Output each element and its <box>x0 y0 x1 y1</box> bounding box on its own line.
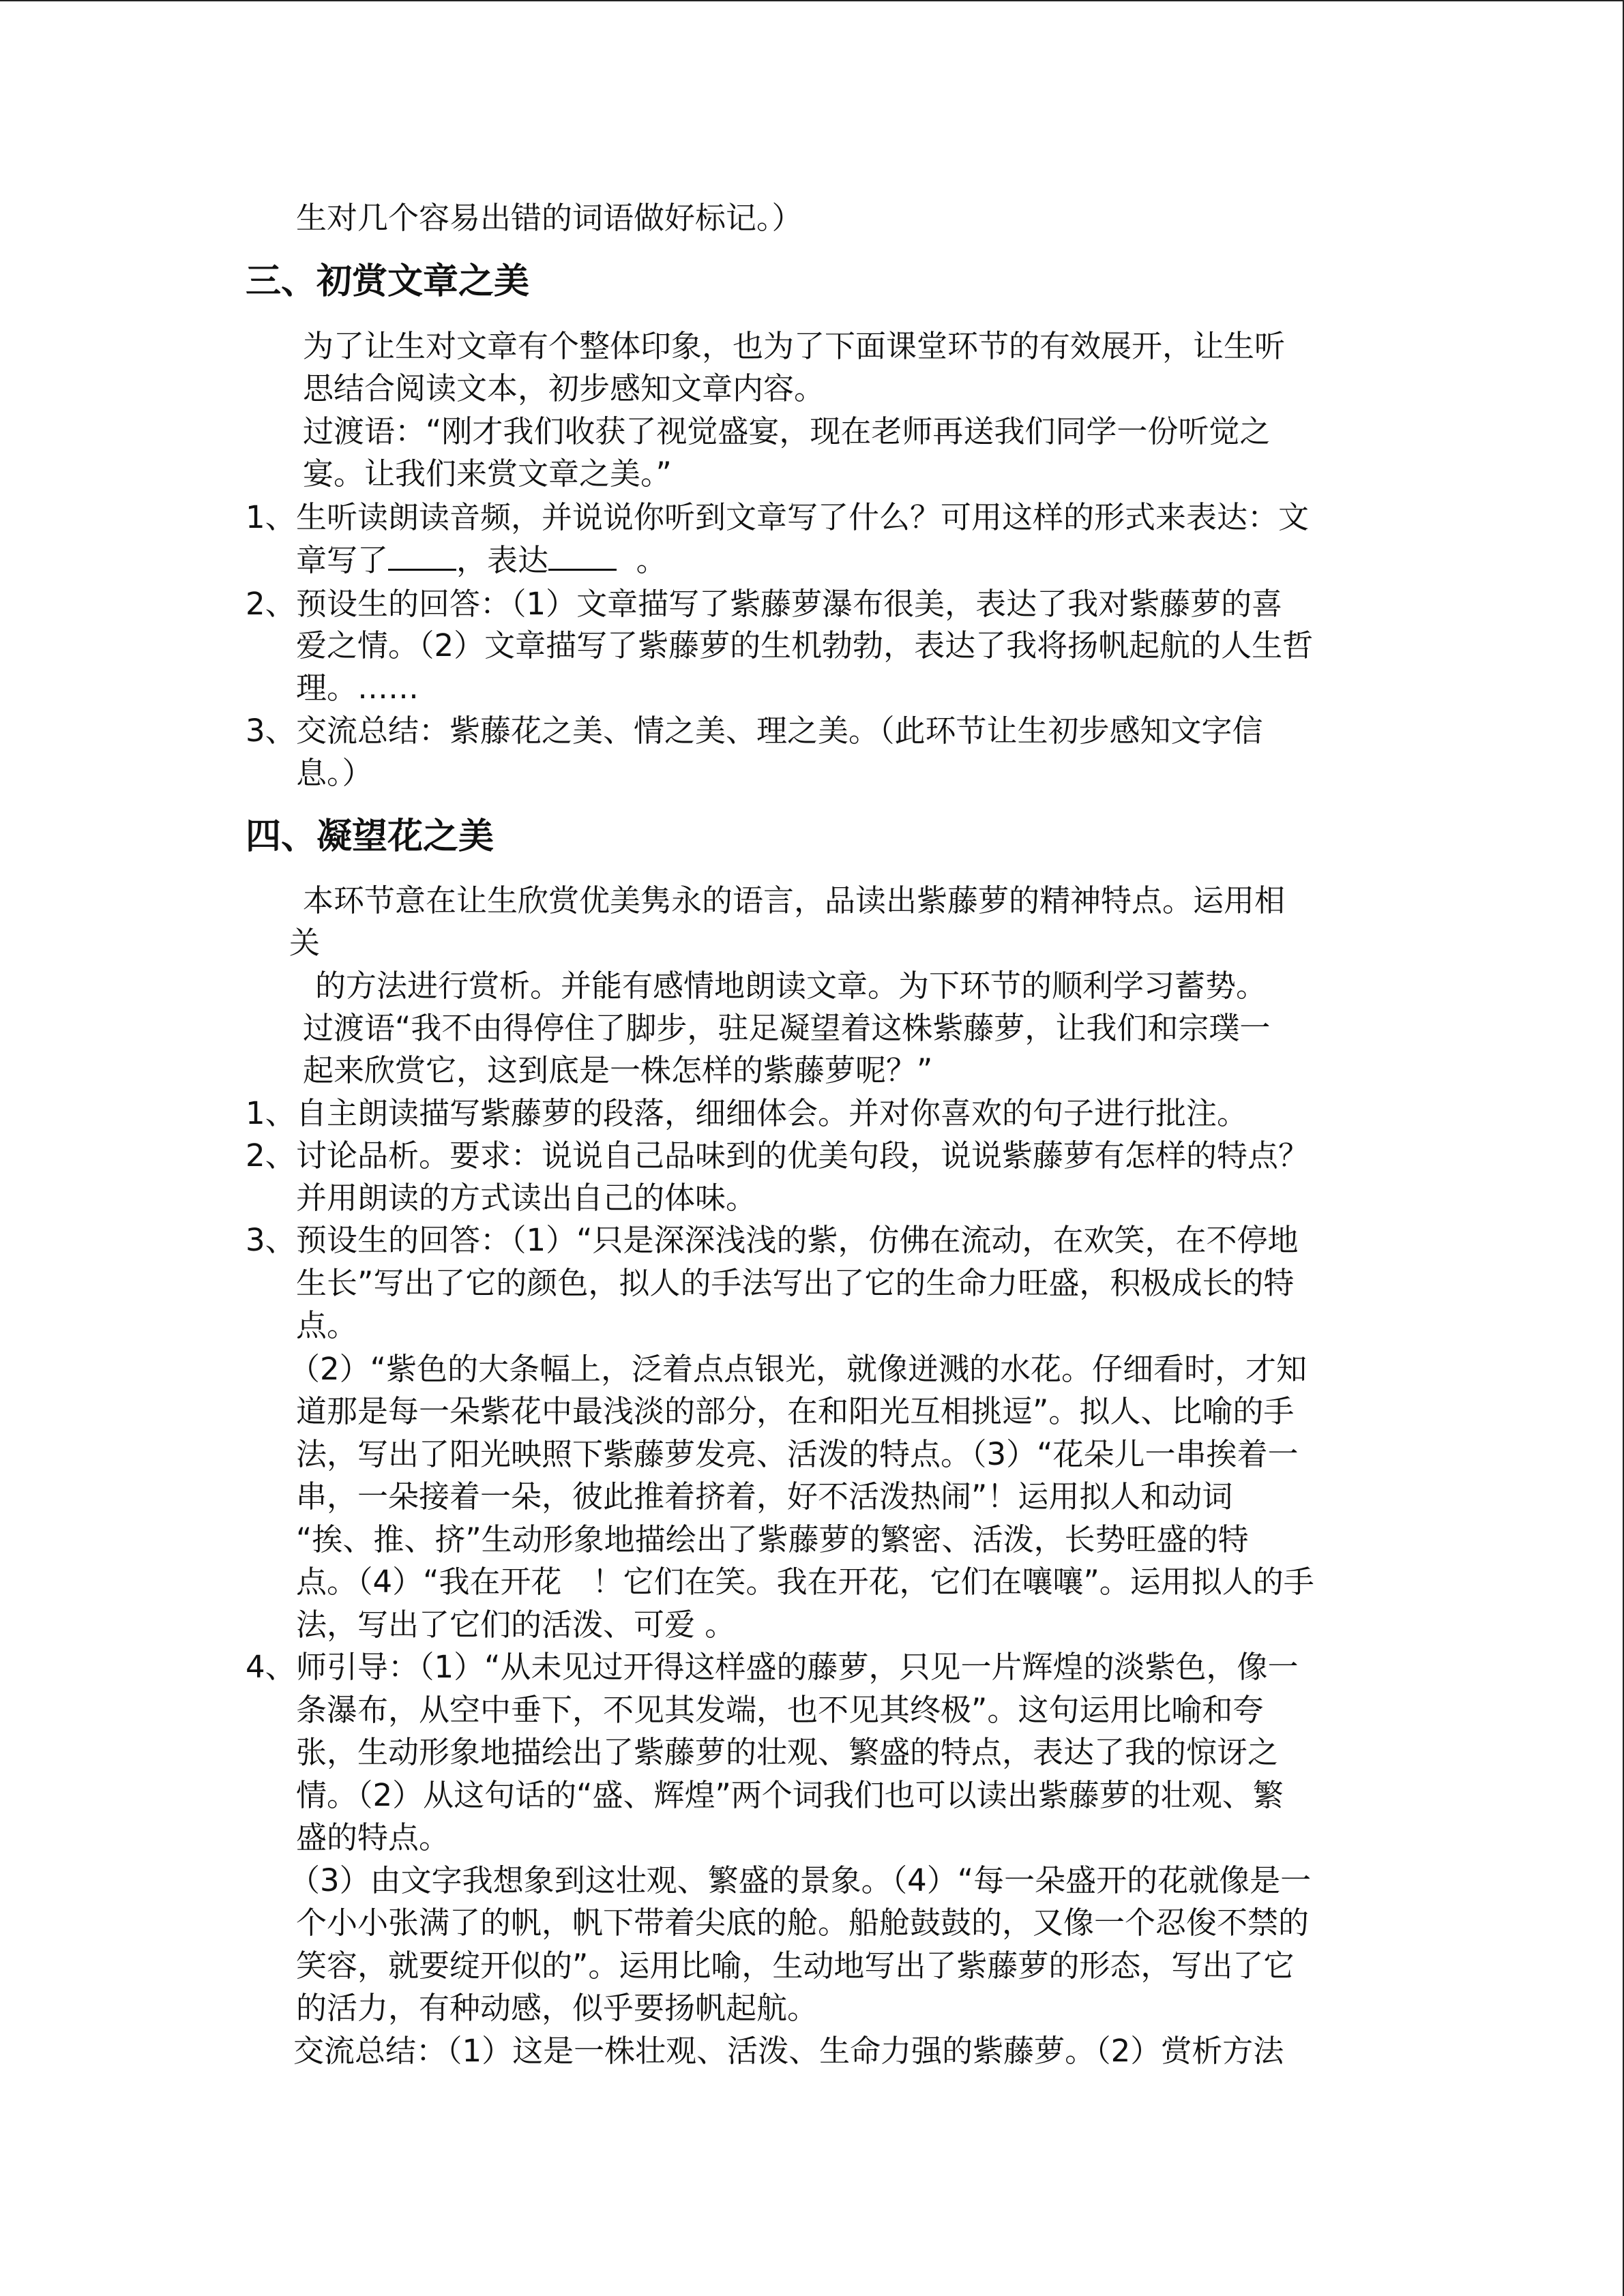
text-line: 起来欣赏它，这到底是一株怎样的紫藤萝呢？” <box>303 1052 933 1088</box>
text-line: 笑容，就要绽开似的”。运用比喻，生动地写出了紫藤萝的形态，写出了它 <box>296 1948 1295 1984</box>
list-number: 3、 <box>246 1222 296 1258</box>
list-number: 4、 <box>246 1649 296 1685</box>
text-line: 师引导：（1）“从未见过开得这样盛的藤萝，只见一片辉煌的淡紫色，像一 <box>296 1649 1299 1685</box>
blank-underline <box>548 541 617 571</box>
text-line: 法，写出了它们的活泼、可爱 。 <box>296 1607 736 1643</box>
text-line: 为了让生对文章有个整体印象，也为了下面课堂环节的有效展开，让生听 <box>303 328 1286 364</box>
text-line: 个小小张满了的帆，帆下带着尖底的舱。船舱鼓鼓的，又像一个忍俊不禁的 <box>296 1905 1310 1941</box>
text-line: 息。） <box>296 755 373 791</box>
text-line: 并用朗读的方式读出自己的体味。 <box>296 1180 757 1216</box>
text-line: 预设生的回答：（1）文章描写了紫藤萝瀑布很美，表达了我对紫藤萝的喜 <box>296 586 1283 622</box>
text-line: 预设生的回答：（1）“只是深深浅浅的紫，仿佛在流动，在欢笑，在不停地 <box>296 1222 1299 1258</box>
text-line: 串，一朵接着一朵，彼此推着挤着，好不活泼热闹”！运用拟人和动词 <box>296 1478 1233 1515</box>
text-line: 交流总结：（1）这是一株壮观、活泼、生命力强的紫藤萝。（2）赏析方法 <box>293 2033 1284 2069</box>
text-line: 过渡语“我不由得停住了脚步，驻足凝望着这株紫藤萝，让我们和宗璞一 <box>303 1010 1271 1046</box>
text-segment: 章写了 <box>296 542 389 578</box>
text-line: 过渡语：“刚才我们收获了视觉盛宴，现在老师再送我们同学一份听觉之 <box>303 413 1271 449</box>
text-line: 爱之情。（2）文章描写了紫藤萝的生机勃勃，表达了我将扬帆起航的人生哲 <box>296 627 1314 664</box>
text-line: 点。（4）“我在开花 ！它们在笑。我在开花，它们在嚷嚷”。运用拟人的手 <box>296 1564 1314 1600</box>
text-line: （3）由文字我想象到这壮观、繁盛的景象。（4）“每一朵盛开的花就像是一 <box>289 1862 1312 1898</box>
text-line: 生长”写出了它的颜色，拟人的手法写出了它的生命力旺盛，积极成长的特 <box>296 1265 1295 1301</box>
list-number: 1、 <box>246 499 296 535</box>
text-line: 生对几个容易出错的词语做好标记。） <box>296 200 803 236</box>
text-line: 生听读朗读音频，并说说你听到文章写了什么？可用这样的形式来表达：文 <box>296 499 1310 535</box>
text-line: （2）“紫色的大条幅上，泛着点点银光，就像迸溅的水花。仔细看时，才知 <box>289 1351 1307 1387</box>
text-line: 讨论品析。要求：说说自己品味到的优美句段，说说紫藤萝有怎样的特点？ <box>296 1137 1310 1174</box>
text-line: 的活力，有种动感，似乎要扬帆起航。 <box>296 1990 818 2026</box>
text-line: 张，生动形象地描绘出了紫藤萝的壮观、繁盛的特点，表达了我的惊讶之 <box>296 1734 1279 1770</box>
blank-underline <box>388 541 456 571</box>
text-line: “挨、推、挤”生动形象地描绘出了紫藤萝的繁密、活泼，长势旺盛的特 <box>296 1521 1249 1557</box>
list-number: 2、 <box>246 586 296 622</box>
text-segment: 。 <box>636 542 667 578</box>
text-line: 理。…… <box>296 670 419 706</box>
text-line: 宴。让我们来赏文章之美。” <box>303 456 672 492</box>
list-number: 1、 <box>246 1095 296 1131</box>
text-segment: ，表达 <box>456 542 549 578</box>
text-line: 思结合阅读文本，初步感知文章内容。 <box>303 370 825 406</box>
text-line: 点。 <box>296 1307 358 1343</box>
text-line: 的方法进行赏析。并能有感情地朗读文章。为下环节的顺利学习蓄势。 <box>315 968 1267 1004</box>
section-heading-3: 三、初赏文章之美 <box>246 261 530 302</box>
text-line: 盛的特点。 <box>296 1819 450 1855</box>
text-line: 自主朗读描写紫藤萝的段落，细细体会。并对你喜欢的句子进行批注。 <box>296 1095 1248 1131</box>
text-line: 本环节意在让生欣赏优美隽永的语言，品读出紫藤萝的精神特点。运用相 <box>303 882 1286 919</box>
list-number: 2、 <box>246 1137 296 1174</box>
text-line: 道那是每一朵紫花中最浅淡的部分，在和阳光互相挑逗”。拟人、比喻的手 <box>296 1393 1295 1429</box>
text-line: 条瀑布，从空中垂下，不见其发端，也不见其终极”。这句运用比喻和夸 <box>296 1692 1264 1728</box>
list-number: 3、 <box>246 713 296 749</box>
text-line: 情。（2）从这句话的“盛、辉煌”两个词我们也可以读出紫藤萝的壮观、繁 <box>296 1777 1284 1813</box>
text-line: 交流总结：紫藤花之美、情之美、理之美。（此环节让生初步感知文字信 <box>296 713 1263 749</box>
fill-in-line <box>296 539 667 582</box>
text-line: 法，写出了阳光映照下紫藤萝发亮、活泼的特点。（3）“花朵儿一串挨着一 <box>296 1436 1299 1472</box>
text-line: 关 <box>289 925 321 961</box>
section-heading-4: 四、凝望花之美 <box>246 816 494 857</box>
